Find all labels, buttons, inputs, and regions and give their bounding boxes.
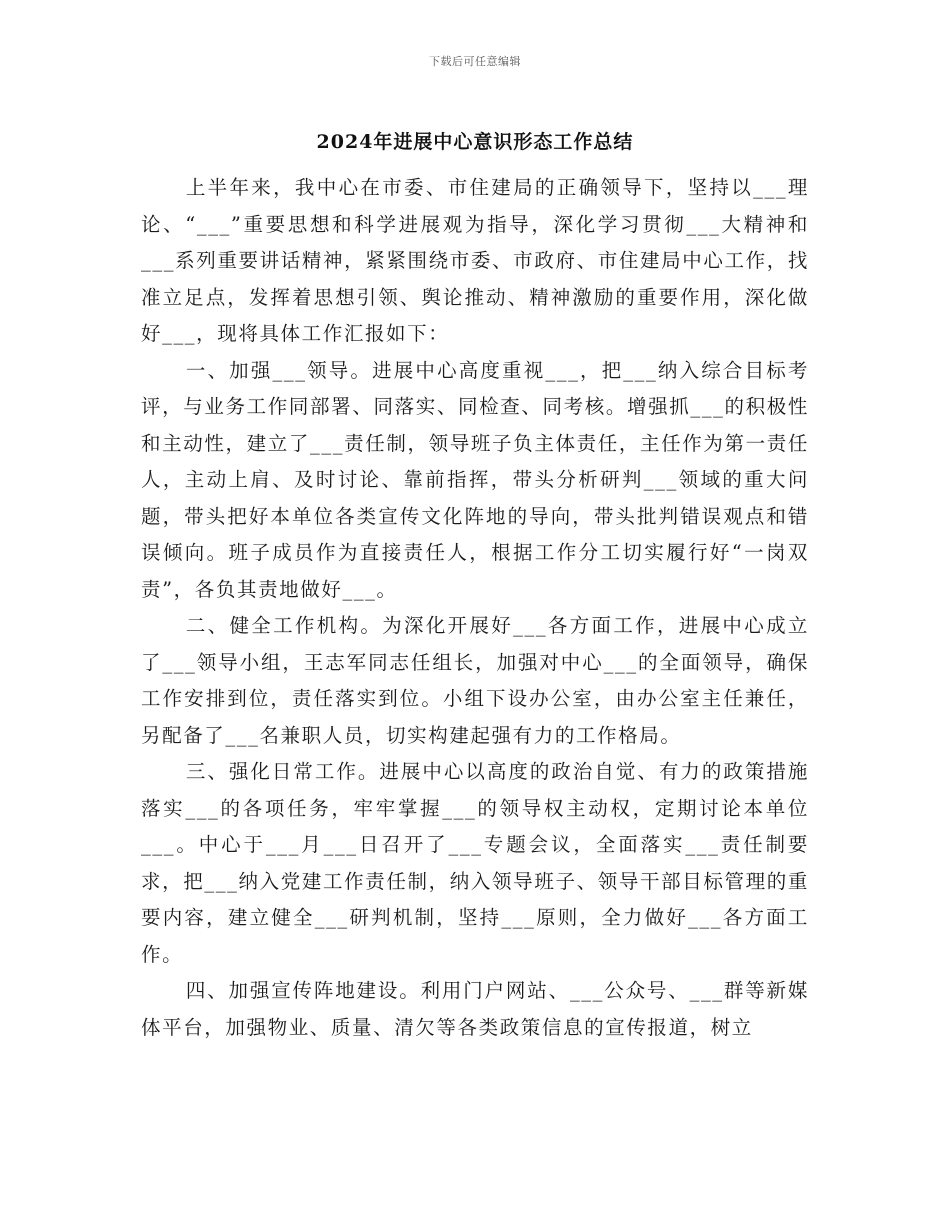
document-title: 2024年进展中心意识形态工作总结 [316, 131, 634, 153]
paragraph-section-4: 四、加强宣传阵地建设。利用门户网站、___公众号、___群等新媒体平台，加强物业、质量、清欠等各类政策信息的宣传报道，树立 [141, 979, 809, 1039]
document-body [141, 170, 809, 1046]
paragraph-intro: 上半年来，我中心在市委、市住建局的正确领导下，坚持以___理论、“___”重要思想和科学进展观为指导，深化学习贯彻___大精神和___系列重要讲话精神，紧紧围绕市委、市政府、市住建局中心工作，找准立足点，发挥着思想引领、舆论推动、精神激励的重要作用，深化做好___，现将具体工作汇报如下： [141, 176, 809, 345]
page-header-note: 下载后可任意编辑 [429, 55, 521, 68]
paragraph-section-3: 三、强化日常工作。进展中心以高度的政治自觉、有力的政策措施落实___的各项任务，牢牢掌握___的领导权主动权，定期讨论本单位___。中心于___月___日召开了___专题会议，全面落实___责任制要求，把___纳入党建工作责任制，纳入领导班子、领导干部目标管理的重要内容，建立健全___研判机制，坚持___原则，全力做好___各方面工作。 [141, 760, 809, 966]
paragraph-section-1: 一、加强___领导。进展中心高度重视___，把___纳入综合目标考评，与业务工作同部署、同落实、同检查、同考核。增强抓___的积极性和主动性，建立了___责任制，领导班子负主体责任，主任作为第一责任人，主动上肩、及时讨论、靠前指挥，带头分析研判___领域的重大问题，带头把好本单位各类宣传文化阵地的导向，带头批判错误观点和错误倾向。班子成员作为直接责任人，根据工作分工切实履行好“一岗双责”，各负其责地做好___。 [141, 358, 809, 601]
paragraph-section-2: 二、健全工作机构。为深化开展好___各方面工作，进展中心成立了___领导小组，王志军同志任组长，加强对中心___的全面领导，确保工作安排到位，责任落实到位。小组下设办公室，由办公室主任兼任，另配备了___名兼职人员，切实构建起强有力的工作格局。 [141, 614, 809, 747]
